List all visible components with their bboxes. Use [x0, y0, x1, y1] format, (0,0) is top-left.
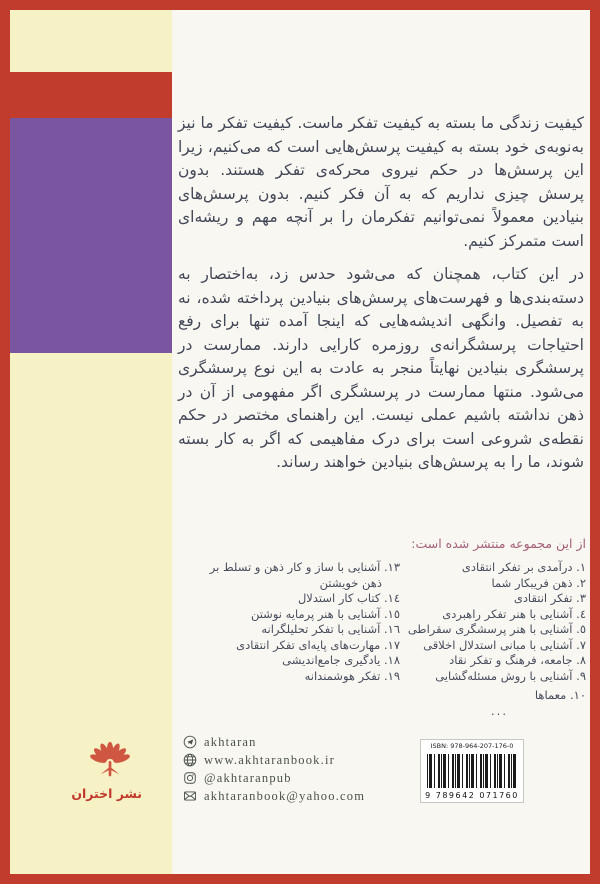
publisher-block [71, 738, 142, 801]
series-item: ١٣. آشنایی با ساز و کار ذهن و تسلط بر ذهن خویشتن [209, 560, 400, 590]
instagram-icon [183, 771, 197, 785]
series-item: ١. درآمدی بر تفکر انتقادی [461, 560, 586, 574]
series-item: ٥. آشنایی با هنر پرسشگری سقراطی [407, 622, 586, 636]
series-header: از این مجموعه منتشر شده است: [411, 536, 586, 551]
isbn-barcode [420, 739, 524, 803]
barcode-digits: 9 789642 071760 [425, 791, 519, 800]
series-item: ٢. ذهن فریبکار شما [491, 575, 586, 590]
synopsis-paragraph-1: کیفیت زندگی ما بسته به کیفیت تفکر ماست. کیفیت تفکر ما نیز به‌نوبه‌ی خود بسته به کیفیت پرسش‌هایی است که می‌کنیم، زیرا این پرسش‌ها در حکم نیروی محرکه‌ی تفکر هستند. بدون پرسش چیزی نداریم که به آن فکر کنیم. بدون پرسش‌های بنیادین معمولاً نمی‌توانیم تفکرمان را بر آنچه مهم و ریشه‌ای است متمرکز کنیم. [178, 114, 584, 250]
series-item: ٤. آشنایی با هنر تفکر راهبردی [442, 606, 586, 621]
telegram-icon [183, 735, 197, 749]
contact-list [183, 733, 365, 805]
email-icon [183, 789, 197, 803]
isbn-label: ISBN: 978-964-207-176-0 [430, 742, 514, 750]
series-list-right [394, 560, 586, 719]
barcode-bars [427, 754, 517, 788]
contact-row-email [183, 787, 365, 805]
series-item: ٣. تفکر انتقادی [513, 591, 586, 605]
series-item: ١٧. مهارت‌های پایه‌ای تفکر انتقادی [236, 637, 400, 652]
publisher-name: نشر اختران [71, 786, 142, 801]
series-item: ١٨. یادگیری جامع‌اندیشی [282, 653, 400, 667]
contact-row-telegram [183, 733, 365, 751]
contact-label: akhtaranbook@yahoo.com [204, 788, 366, 803]
purple-accent-block [10, 118, 172, 353]
series-item: ٧. آشنایی با مبانی استدلال اخلاقی [423, 637, 586, 652]
series-list-left [192, 560, 400, 684]
series-item: ١٩. تفکر هوشمندانه [304, 668, 400, 683]
contact-row-instagram [183, 769, 365, 787]
synopsis-text [178, 112, 584, 485]
series-item: ١٤. کتاب کار استدلال [297, 591, 400, 605]
series-ellipsis: ... [491, 703, 508, 718]
globe-icon [183, 753, 197, 767]
contact-label: @akhtaranpub [204, 770, 292, 785]
contact-label: www.akhtaranbook.ir [204, 752, 335, 767]
series-item: ١٠. معماها [534, 688, 586, 702]
red-accent-band [10, 72, 172, 118]
series-item: ١٥. آشنایی با هنر پرمایه نوشتن [250, 606, 400, 621]
akhtaran-lotus-icon [87, 738, 133, 784]
series-item: ٩. آشنایی با روش مسئله‌گشایی [435, 668, 586, 683]
contact-label: akhtaran [204, 734, 257, 749]
contact-row-website [183, 751, 365, 769]
synopsis-paragraph-2: در این کتاب، همچنان که می‌شود حدس زد، به‌اختصار به دسته‌بندی‌ها و فهرست‌های پرسش‌های بنیادین پرداخته شده، نه به تفصیل. وانگهی اندیشه‌هایی که اینجا آمده تنها برای رفع احتیاجات پرسشگرانه‌ی روزمره کارایی دارند. ممارست در پرسشگری بنیادین نهایتاً منجر به عادت به این نوع پرسشگری می‌شود. منتها ممارست در پرسشگری اگر مفهومی از آن در ذهن نداشته باشیم عملی نیست. این راهنمای مختصر در حکم نقطه‌ی شروعی است برای درک مفاهیمی که اگر به کار بسته شوند، ما را به پرسش‌های بنیادین خواهند رساند. [178, 265, 584, 471]
series-item: ١٦. آشنایی با تفکر تحلیلگرانه [261, 622, 400, 636]
series-item: ٨. جامعه، فرهنگ و تفکر نقاد [449, 653, 586, 667]
